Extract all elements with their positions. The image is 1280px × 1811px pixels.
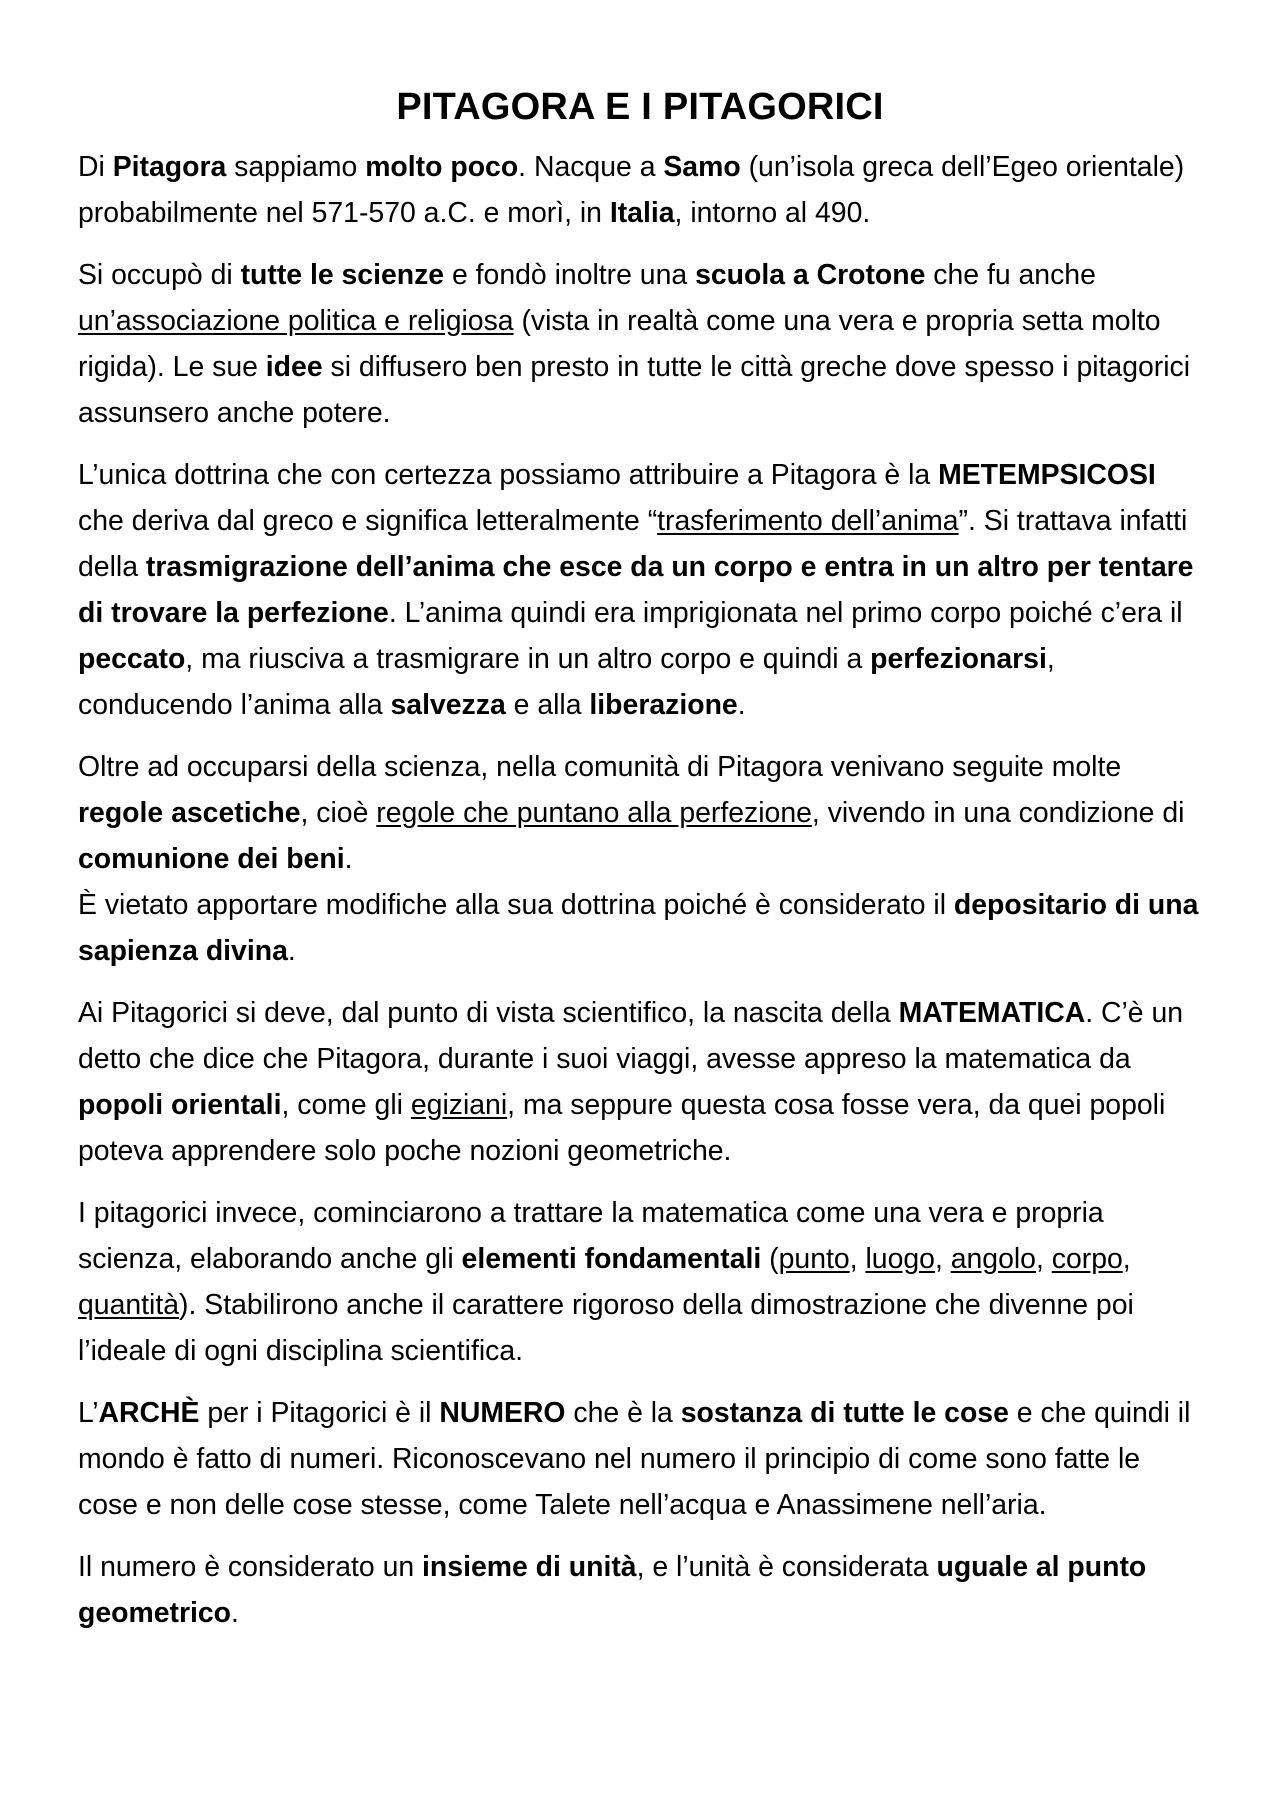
text-run: . Nacque a bbox=[518, 151, 664, 183]
text-run: . bbox=[344, 843, 353, 875]
bold-text: Pitagora bbox=[112, 151, 227, 183]
bold-text: Italia bbox=[609, 197, 675, 229]
underlined-text: un’associazione politica e religiosa bbox=[78, 305, 514, 337]
paragraph-5 bbox=[78, 990, 1202, 1174]
bold-text: scuola a Crotone bbox=[695, 259, 926, 291]
bold-text: METEMPSICOSI bbox=[938, 459, 1156, 491]
text-run: , vivendo in una condizione di bbox=[811, 797, 1185, 829]
text-run: , conducendo l’anima alla bbox=[78, 643, 1055, 721]
bold-text: perfezionarsi bbox=[870, 643, 1047, 675]
text-run: , cioè bbox=[300, 797, 377, 829]
underlined-text: angolo bbox=[950, 1243, 1036, 1275]
text-run: I pitagorici invece, cominciarono a trattare la matematica come una vera e propria scienza, elaborando anche gli bbox=[78, 1197, 1104, 1275]
paragraph-3 bbox=[78, 452, 1202, 728]
text-run: . bbox=[231, 1597, 239, 1629]
text-run: , ma seppure questa cosa fosse vera, da quei popoli poteva apprendere solo poche nozioni geometriche. bbox=[78, 1089, 1166, 1167]
bold-text: depositario di una sapienza divina bbox=[78, 889, 1199, 967]
bold-text: salvezza bbox=[390, 689, 506, 721]
paragraph-4 bbox=[78, 744, 1202, 974]
paragraph-2 bbox=[78, 252, 1202, 436]
text-run: che deriva dal greco e significa letteralmente “ bbox=[78, 505, 658, 537]
text-run: sappiamo bbox=[226, 151, 366, 183]
text-run: , bbox=[1122, 1243, 1131, 1275]
text-run: L’ bbox=[78, 1397, 99, 1429]
text-run: ( bbox=[761, 1243, 779, 1275]
text-run: per i Pitagorici è il bbox=[199, 1397, 440, 1429]
bold-text: liberazione bbox=[589, 689, 738, 721]
text-run: Il numero è considerato un bbox=[78, 1551, 423, 1583]
underlined-text: corpo bbox=[1051, 1243, 1123, 1275]
underlined-text: punto bbox=[778, 1243, 850, 1275]
bold-text: popoli orientali bbox=[78, 1089, 282, 1121]
bold-text: MATEMATICA bbox=[898, 997, 1086, 1029]
bold-text: ARCHÈ bbox=[98, 1397, 200, 1429]
bold-text: trasmigrazione dell’anima che esce da un corpo e entra in un altro per tentare di trovare la perfezione bbox=[78, 551, 1194, 629]
bold-text: Samo bbox=[663, 151, 741, 183]
text-run: , e l’unità è considerata bbox=[636, 1551, 937, 1583]
document-body bbox=[78, 144, 1202, 1636]
text-run: . bbox=[737, 689, 746, 721]
bold-text: elementi fondamentali bbox=[461, 1243, 762, 1275]
text-run: , intorno al 490. bbox=[674, 197, 871, 229]
paragraph-7 bbox=[78, 1390, 1202, 1528]
bold-text: tutte le scienze bbox=[240, 259, 445, 291]
bold-text: idee bbox=[265, 351, 323, 383]
text-run: Di bbox=[78, 151, 113, 183]
text-run: che fu anche bbox=[925, 259, 1096, 291]
text-run: si diffusero ben presto in tutte le città greche dove spesso i pitagorici assunsero anche potere. bbox=[78, 351, 1191, 429]
bold-text: peccato bbox=[78, 643, 186, 675]
text-run: ). Stabilirono anche il carattere rigoroso della dimostrazione che divenne poi l’ideale di ogni disciplina scientifica. bbox=[78, 1289, 1134, 1367]
paragraph-8 bbox=[78, 1544, 1202, 1636]
text-run: (vista in realtà come una vera e propria setta molto rigida). Le sue bbox=[78, 305, 1161, 383]
page-title: PITAGORA E I PITAGORICI bbox=[396, 86, 884, 128]
bold-text: uguale al punto geometrico bbox=[78, 1551, 1147, 1629]
text-run: , bbox=[1035, 1243, 1052, 1275]
bold-text: sostanza di tutte le cose bbox=[680, 1397, 1009, 1429]
underlined-text: regole che puntano alla perfezione bbox=[376, 797, 812, 829]
text-run: È vietato apportare modifiche alla sua dottrina poiché è considerato il bbox=[78, 889, 954, 921]
underlined-text: trasferimento dell’anima bbox=[657, 505, 959, 537]
text-run: . C’è un detto che dice che Pitagora, durante i suoi viaggi, avesse appreso la matematica da bbox=[78, 997, 1184, 1075]
bold-text: regole ascetiche bbox=[78, 797, 301, 829]
text-run: Ai Pitagorici si deve, dal punto di vista scientifico, la nascita della bbox=[78, 997, 899, 1029]
paragraph-6 bbox=[78, 1190, 1202, 1374]
text-run: , ma riusciva a trasmigrare in un altro corpo e quindi a bbox=[185, 643, 871, 675]
bold-text: insieme di unità bbox=[422, 1551, 637, 1583]
text-run: . L’anima quindi era imprigionata nel primo corpo poiché c’era il bbox=[388, 597, 1183, 629]
text-run: , come gli bbox=[281, 1089, 411, 1121]
text-run: Oltre ad occuparsi della scienza, nella comunità di Pitagora venivano seguite molte bbox=[78, 751, 1122, 783]
text-run: e fondò inoltre una bbox=[444, 259, 696, 291]
paragraph-1 bbox=[78, 144, 1202, 236]
text-run: e alla bbox=[505, 689, 590, 721]
bold-text: NUMERO bbox=[439, 1397, 566, 1429]
underlined-text: egiziani bbox=[410, 1089, 508, 1121]
text-run: Si occupò di bbox=[78, 259, 241, 291]
text-run: ”. Si trattava infatti della bbox=[78, 505, 1188, 583]
bold-text: comunione dei beni bbox=[78, 843, 345, 875]
text-run: e che quindi il mondo è fatto di numeri. Riconoscevano nel numero il principio di come sono fatte le cose e non delle cose stesse, come Talete nell’acqua e Anassimene nell’aria. bbox=[78, 1397, 1191, 1521]
text-run: (un’isola greca dell’Egeo orientale) probabilmente nel 571-570 a.C. e morì, in bbox=[78, 151, 1185, 229]
underlined-text: luogo bbox=[865, 1243, 935, 1275]
underlined-text: quantità bbox=[78, 1289, 180, 1321]
text-run: , bbox=[849, 1243, 866, 1275]
text-run: , bbox=[934, 1243, 951, 1275]
text-run: che è la bbox=[565, 1397, 681, 1429]
text-run: L’unica dottrina che con certezza possiamo attribuire a Pitagora è la bbox=[78, 459, 939, 491]
bold-text: molto poco bbox=[365, 151, 519, 183]
text-run: . bbox=[287, 935, 296, 967]
